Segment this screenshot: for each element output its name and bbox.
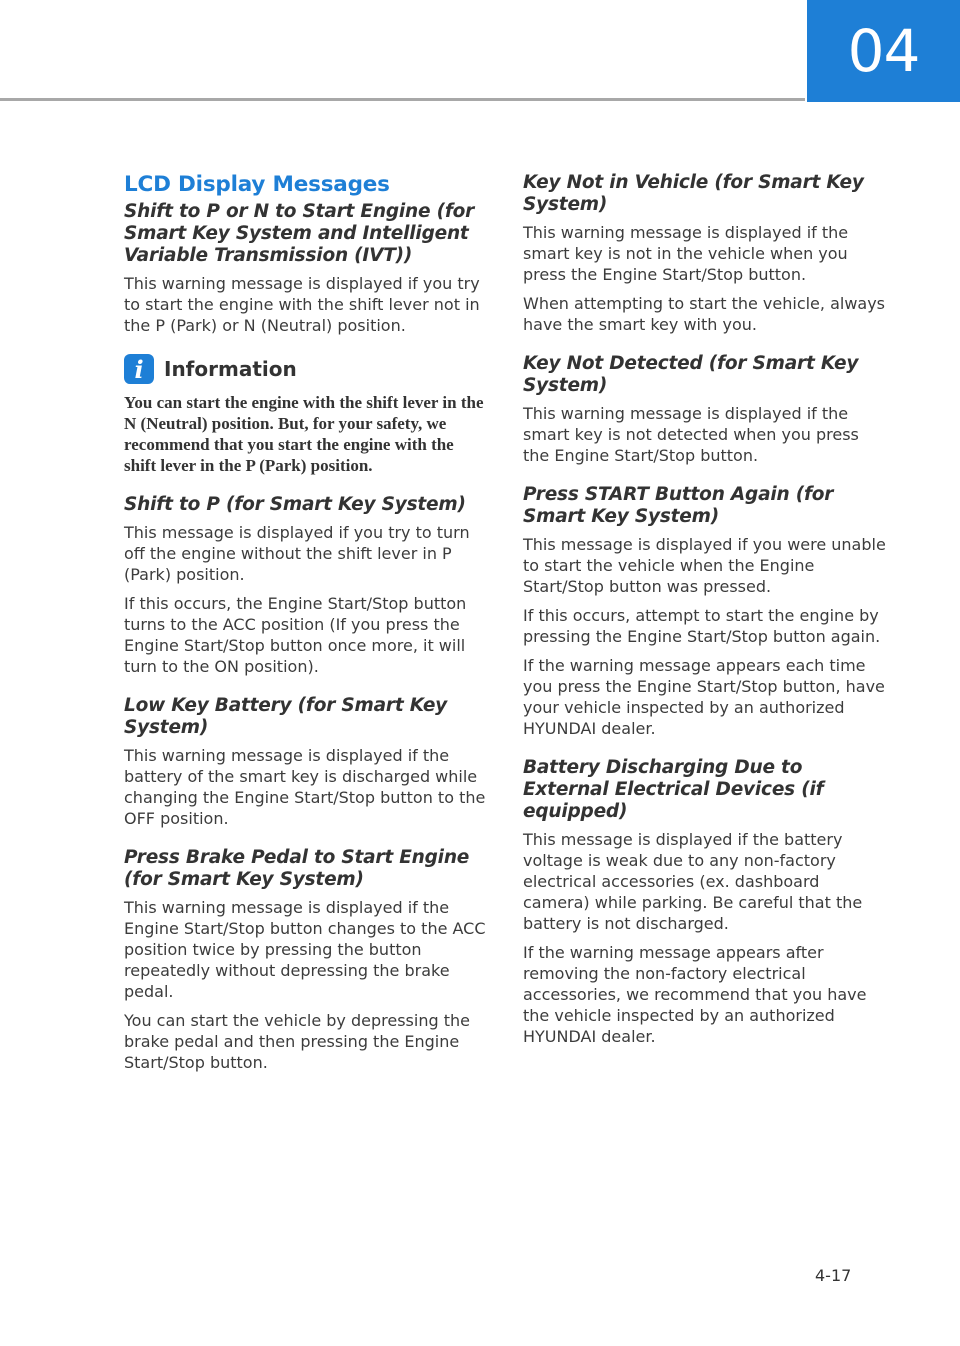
block-battery-discharging (523, 757, 888, 1047)
block-paragraph: You can start the vehicle by depressing the brake pedal and then pressing the Engine Start/Stop button. (124, 1011, 470, 1072)
block-key-not-in-vehicle (523, 172, 888, 335)
block-paragraph: This warning message is displayed if the smart key is not detected when you press the Engine Start/Stop button. (523, 404, 859, 465)
chapter-tab (807, 0, 960, 102)
block-paragraph: This warning message is displayed if the smart key is not in the vehicle when you press the Engine Start/Stop button. (523, 223, 849, 284)
block-shift-to-p (124, 494, 486, 677)
block-paragraph: This message is displayed if the battery voltage is weak due to any non-factory electrical accessories (ex. dashboard camera) while parking. Be careful that the battery is not discharged. (523, 830, 863, 933)
block-shift-p-or-n (124, 201, 486, 336)
block-key-not-detected (523, 353, 888, 466)
information-title: Information (164, 357, 297, 381)
block-low-key-battery (124, 695, 486, 829)
block-paragraph: This warning message is displayed if the battery of the smart key is discharged while changing the Engine Start/Stop button to the OFF position. (124, 746, 486, 828)
info-icon: i (124, 354, 154, 384)
block-paragraph: If this occurs, the Engine Start/Stop button turns to the ACC position (If you press the Engine Start/Stop button once more, it will turn to the ON position). (124, 594, 467, 676)
header-rule (0, 98, 805, 101)
block-paragraph: When attempting to start the vehicle, always have the smart key with you. (523, 294, 886, 334)
block-press-brake-pedal (124, 847, 486, 1073)
block-heading: Key Not Detected (for Smart Key System) (523, 353, 859, 396)
information-body: You can start the engine with the shift lever in the N (Neutral) position. But, for your safety, we recommend that you start the engine with the shift lever in the P (Park) position. (124, 393, 484, 475)
block-heading: Press START Button Again (for Smart Key System) (523, 484, 834, 527)
block-heading: Press Brake Pedal to Start Engine (for Smart Key System) (124, 847, 470, 890)
block-heading: Key Not in Vehicle (for Smart Key System) (523, 172, 864, 215)
block-heading: Shift to P or N to Start Engine (for Smart Key System and Intelligent Variable Transmission (IVT)) (124, 201, 475, 266)
block-paragraph: If the warning message appears after removing the non-factory electrical accessories, we recommend that you have the vehicle inspected by an authorized HYUNDAI dealer. (523, 943, 867, 1046)
page-number: 4-17 (815, 1266, 852, 1285)
block-paragraph: This warning message is displayed if the Engine Start/Stop button changes to the ACC position twice by pressing the button repeatedly without depressing the brake pedal. (124, 898, 486, 1001)
chapter-number: 04 (847, 17, 920, 85)
block-paragraph: This message is displayed if you try to turn off the engine without the shift lever in P (Park) position. (124, 523, 470, 584)
block-paragraph: This message is displayed if you were unable to start the vehicle when the Engine Start/Stop button was pressed. (523, 535, 886, 596)
left-column (124, 172, 486, 1091)
right-column (523, 172, 888, 1065)
block-heading: Low Key Battery (for Smart Key System) (124, 695, 448, 738)
block-paragraph: If the warning message appears each time you press the Engine Start/Stop button, have your vehicle inspected by an authorized HYUNDAI dealer. (523, 656, 885, 738)
block-press-start-again (523, 484, 888, 739)
block-paragraph: This warning message is displayed if you try to start the engine with the shift lever not in the P (Park) or N (Neutral) position. (124, 274, 480, 335)
block-heading: Shift to P (for Smart Key System) (124, 494, 466, 515)
information-header (124, 354, 486, 384)
section-title: LCD Display Messages (124, 172, 390, 197)
block-heading: Battery Discharging Due to External Electrical Devices (if equipped) (523, 757, 824, 822)
block-paragraph: If this occurs, attempt to start the engine by pressing the Engine Start/Stop button again. (523, 606, 881, 646)
